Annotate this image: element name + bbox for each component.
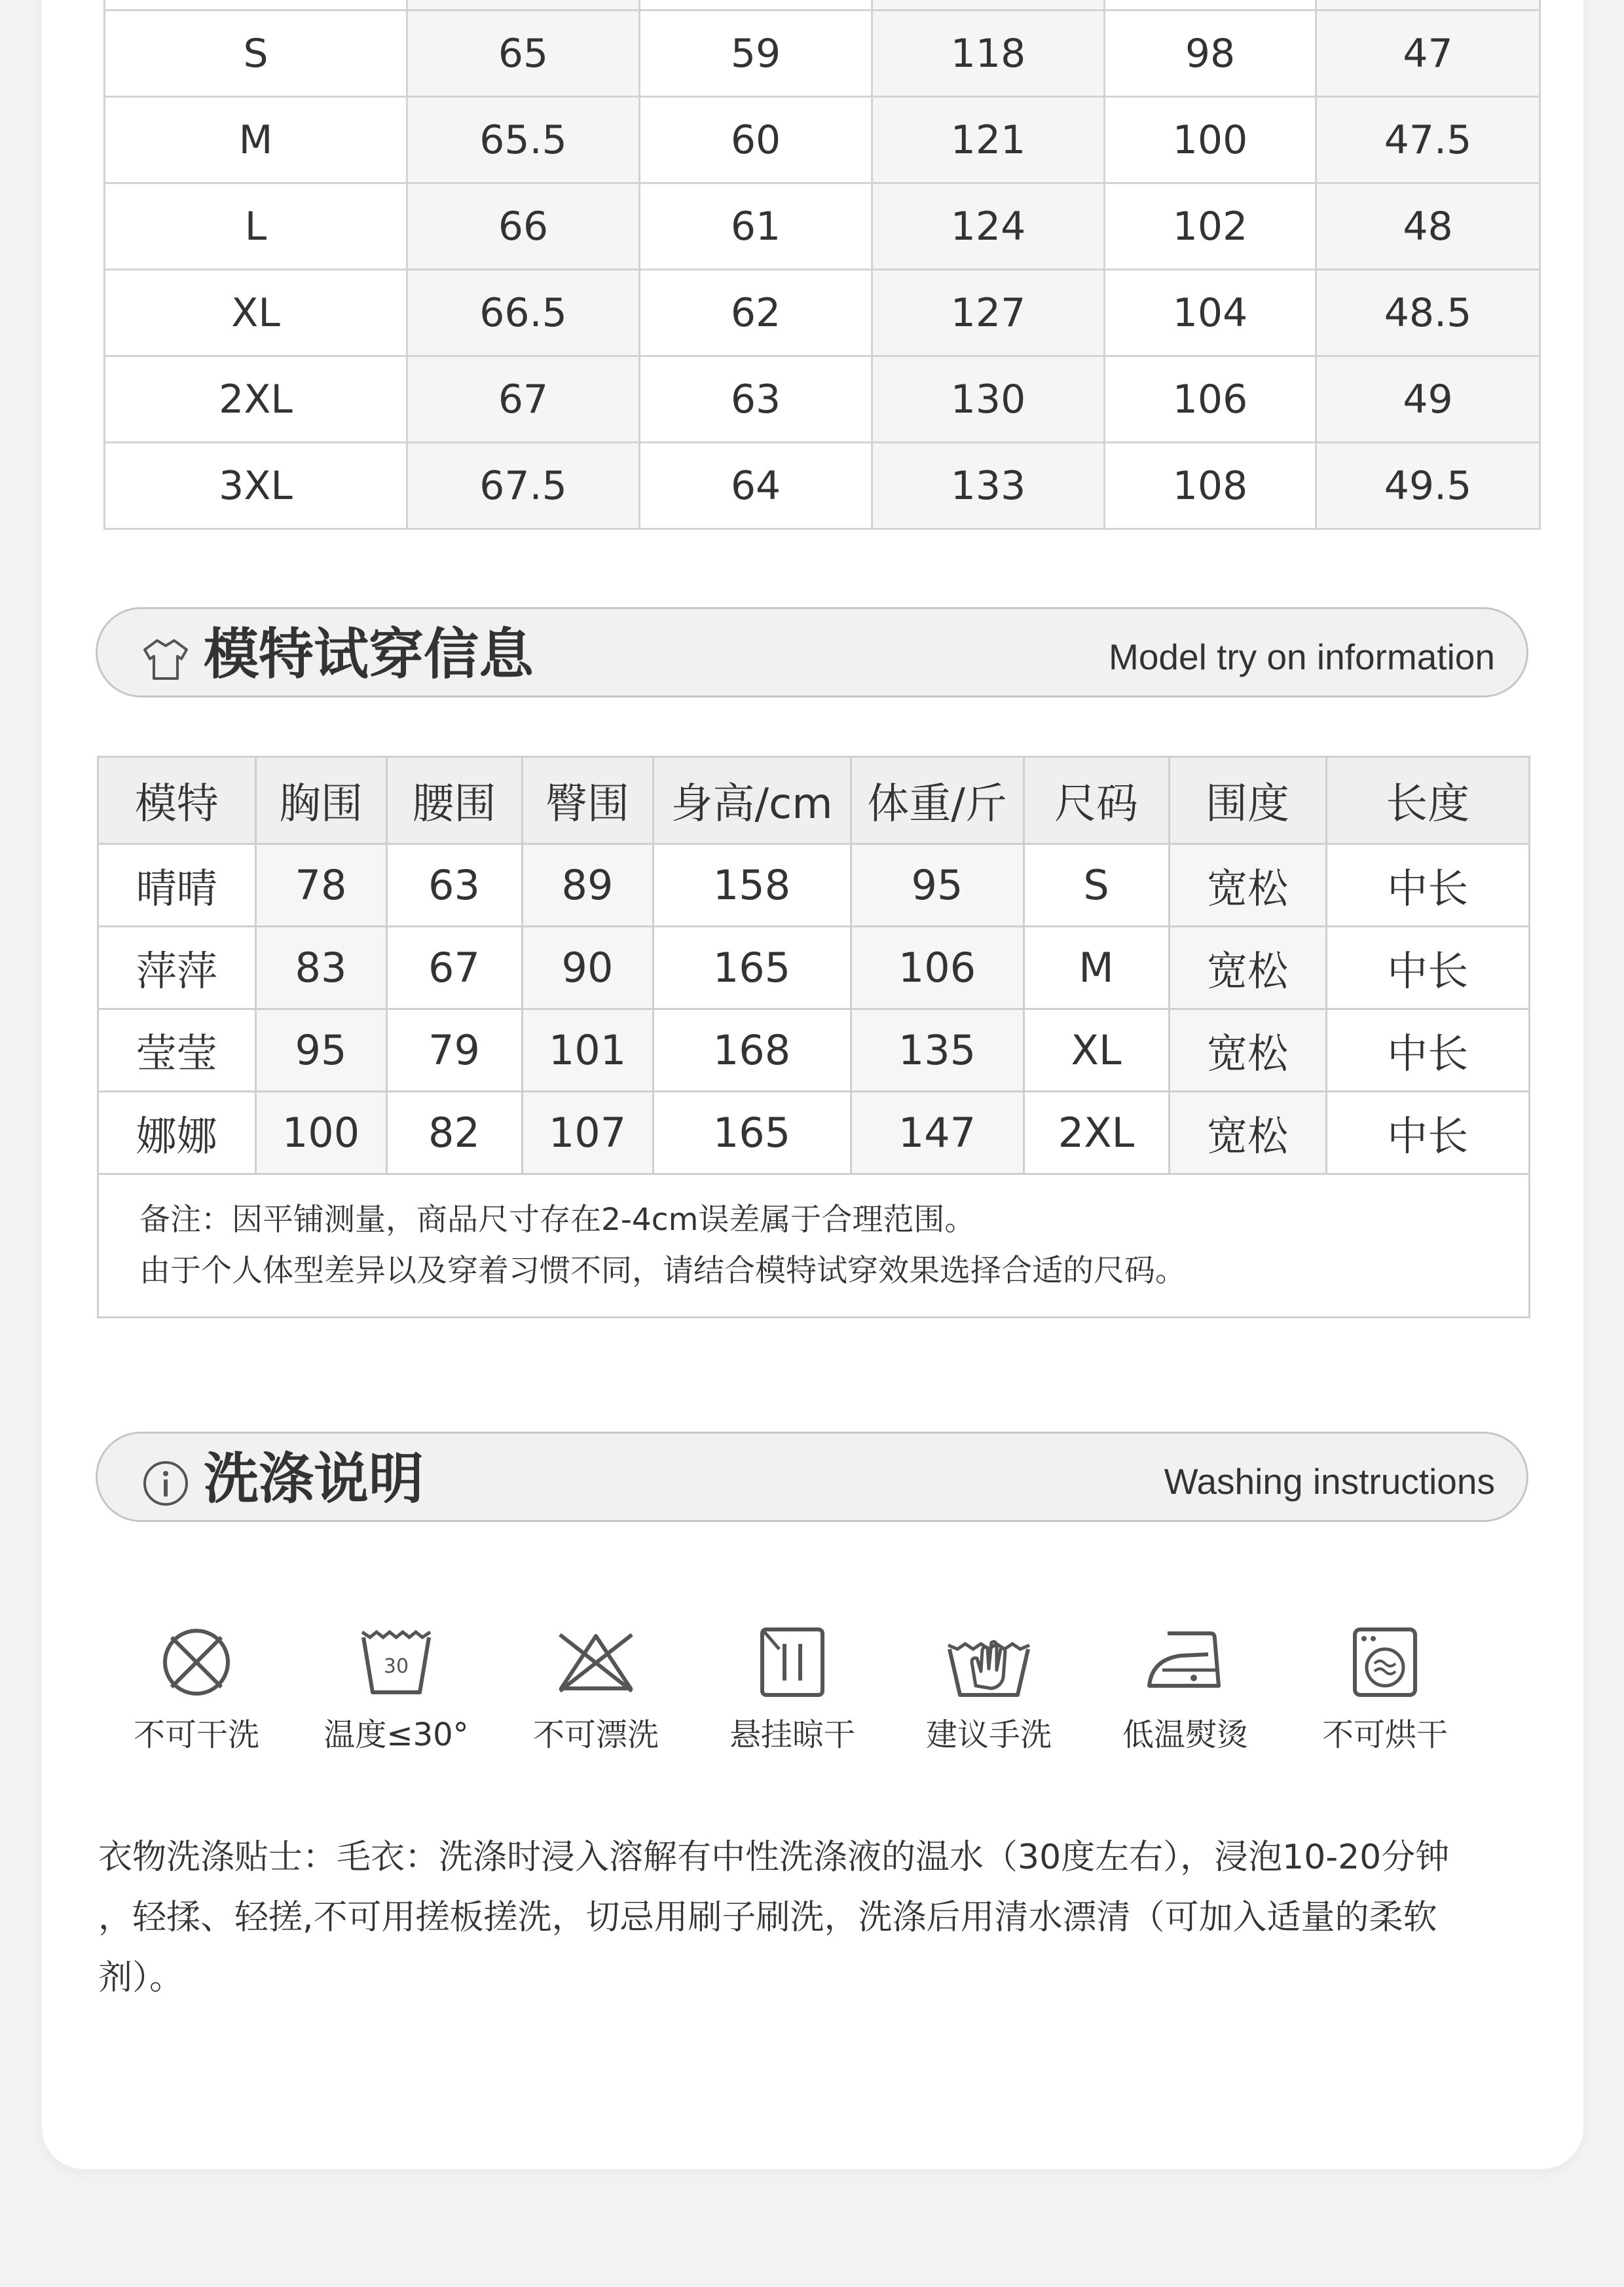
measurement-cell: 49.5 <box>1316 443 1540 529</box>
table-row <box>99 844 1528 927</box>
measurement-cell: 47.5 <box>1316 97 1540 183</box>
measurement-cell: 65.5 <box>407 97 640 183</box>
size-cell: S <box>105 10 407 97</box>
model-value-cell: 106 <box>851 927 1024 1009</box>
column-header: 尺码 <box>1024 758 1169 844</box>
wash-label: 悬挂晾干 <box>729 1717 855 1753</box>
washing-title: 洗涤说明 <box>204 1447 424 1511</box>
measurement-cell: 47 <box>1316 10 1540 97</box>
column-header: 体重/斤 <box>851 758 1024 844</box>
table-row <box>105 356 1540 443</box>
measurement-cell: 124 <box>872 183 1105 270</box>
size-cell: XL <box>105 270 407 356</box>
model-value-cell: 89 <box>522 844 653 927</box>
wash-30-icon <box>357 1623 435 1701</box>
model-name-cell: 莹莹 <box>99 1009 255 1092</box>
model-table-container <box>97 756 1530 1318</box>
model-value-cell: 63 <box>386 844 522 927</box>
measurement-cell: 48.5 <box>1316 270 1540 356</box>
model-value-cell: 100 <box>255 1092 386 1174</box>
model-value-cell: 165 <box>653 927 851 1009</box>
measurement-cell: 118 <box>872 10 1105 97</box>
model-value-cell: 82 <box>386 1092 522 1174</box>
measurement-cell: 49 <box>1316 356 1540 443</box>
model-value-cell: 90 <box>522 927 653 1009</box>
table-row <box>105 183 1540 270</box>
column-header: 臀围 <box>522 758 653 844</box>
model-value-cell: 2XL <box>1024 1092 1169 1174</box>
wash-item-hang-dry <box>701 1623 884 1755</box>
measurement-note <box>99 1175 1528 1316</box>
model-value-cell: 中长 <box>1326 844 1528 927</box>
wash-item-no-dry-clean <box>105 1623 288 1755</box>
measurement-cell: 67 <box>407 356 640 443</box>
measurement-cell: 61 <box>640 183 872 270</box>
measurement-cell: 60 <box>640 97 872 183</box>
model-info-title: 模特试穿信息 <box>204 622 534 686</box>
model-value-cell: 147 <box>851 1092 1024 1174</box>
measurement-cell: 102 <box>1105 183 1316 270</box>
wash-label: 不可干洗 <box>133 1717 259 1753</box>
table-row <box>99 1092 1528 1174</box>
model-table-header <box>99 758 1528 844</box>
model-value-cell: 宽松 <box>1169 927 1326 1009</box>
model-value-cell: 101 <box>522 1009 653 1092</box>
measurement-cell: 106 <box>1105 356 1316 443</box>
column-header: 围度 <box>1169 758 1326 844</box>
model-value-cell: 95 <box>255 1009 386 1092</box>
tshirt-icon <box>139 633 192 685</box>
table-row <box>105 10 1540 97</box>
info-icon <box>139 1457 192 1510</box>
column-header: 长度 <box>1326 758 1528 844</box>
model-value-cell: 宽松 <box>1169 844 1326 927</box>
size-cell: L <box>105 183 407 270</box>
measurement-cell: 104 <box>1105 270 1316 356</box>
low-iron-icon <box>1143 1623 1228 1701</box>
model-value-cell: XL <box>1024 1009 1169 1092</box>
table-row <box>99 927 1528 1009</box>
wash-label: 温度≤30° <box>323 1717 469 1753</box>
model-value-cell: 79 <box>386 1009 522 1092</box>
measurement-cell: 133 <box>872 443 1105 529</box>
model-value-cell: 165 <box>653 1092 851 1174</box>
measurement-cell: 48 <box>1316 183 1540 270</box>
tub-text: 30 <box>383 1655 409 1678</box>
size-chart-table <box>103 0 1541 530</box>
measurement-cell: 121 <box>872 97 1105 183</box>
measurement-cell: 65 <box>407 10 640 97</box>
column-header: 胸围 <box>255 758 386 844</box>
wash-item-no-tumble-dry <box>1293 1623 1477 1755</box>
wash-label: 建议手洗 <box>925 1717 1052 1753</box>
table-row <box>105 0 1540 10</box>
no-bleach-icon <box>553 1623 638 1701</box>
table-row <box>105 270 1540 356</box>
column-header: 身高/cm <box>653 758 851 844</box>
measurement-cell: 130 <box>872 356 1105 443</box>
measurement-cell: 66 <box>407 183 640 270</box>
column-header: 模特 <box>99 758 255 844</box>
model-value-cell: 168 <box>653 1009 851 1092</box>
note-line: 由于个人体型差异以及穿着习惯不同，请结合模特试穿效果选择合适的尺码。 <box>139 1253 1186 1289</box>
wash-item-wash-30 <box>304 1623 488 1755</box>
measurement-cell: 66.5 <box>407 270 640 356</box>
measurement-cell: 127 <box>872 270 1105 356</box>
washing-title-en: Washing instructions <box>1164 1461 1495 1502</box>
table-row <box>105 443 1540 529</box>
model-value-cell: 宽松 <box>1169 1092 1326 1174</box>
model-value-cell: 135 <box>851 1009 1024 1092</box>
measurement-cell: 100 <box>1105 97 1316 183</box>
model-value-cell: 中长 <box>1326 927 1528 1009</box>
wash-label: 低温熨烫 <box>1122 1717 1248 1753</box>
model-table <box>99 758 1528 1175</box>
table-row <box>99 1009 1528 1092</box>
size-cell: 2XL <box>105 356 407 443</box>
model-info-header <box>96 607 1528 697</box>
column-header: 腰围 <box>386 758 522 844</box>
no-dry-clean-icon <box>157 1623 236 1701</box>
measurement-cell: 63 <box>640 356 872 443</box>
size-cell: M <box>105 97 407 183</box>
model-value-cell: 中长 <box>1326 1092 1528 1174</box>
table-row <box>105 97 1540 183</box>
model-value-cell: S <box>1024 844 1169 927</box>
model-value-cell: 宽松 <box>1169 1009 1326 1092</box>
model-value-cell: 158 <box>653 844 851 927</box>
care-tips <box>98 1827 1572 2008</box>
note-line: 备注：因平铺测量，商品尺寸存在2-4cm误差属于合理范围。 <box>139 1202 976 1238</box>
washing-icons <box>111 1623 1513 1774</box>
hang-dry-icon <box>753 1623 832 1701</box>
model-value-cell: 95 <box>851 844 1024 927</box>
model-value-cell: 107 <box>522 1092 653 1174</box>
washing-header <box>96 1432 1528 1522</box>
model-value-cell: M <box>1024 927 1169 1009</box>
measurement-cell: 62 <box>640 270 872 356</box>
measurement-cell: 59 <box>640 10 872 97</box>
tips-line: ，轻揉、轻搓,不可用搓板搓洗，切忌用刷子刷洗，洗涤后用清水漂清（可加入适量的柔软 <box>98 1898 1437 1937</box>
model-value-cell: 67 <box>386 927 522 1009</box>
hand-wash-icon <box>943 1623 1035 1701</box>
no-tumble-dry-icon <box>1346 1623 1424 1701</box>
measurement-cell: 98 <box>1105 10 1316 97</box>
measurement-cell: 67.5 <box>407 443 640 529</box>
tips-line: 剂）。 <box>98 1958 184 1998</box>
size-cell: 3XL <box>105 443 407 529</box>
model-name-cell: 娜娜 <box>99 1092 255 1174</box>
wash-item-no-bleach <box>504 1623 688 1755</box>
wash-item-hand-wash <box>897 1623 1080 1755</box>
model-value-cell: 78 <box>255 844 386 927</box>
model-value-cell: 83 <box>255 927 386 1009</box>
measurement-cell: 108 <box>1105 443 1316 529</box>
model-value-cell: 中长 <box>1326 1009 1528 1092</box>
model-name-cell: 晴晴 <box>99 844 255 927</box>
model-info-title-en: Model try on information <box>1109 637 1495 677</box>
wash-item-low-iron <box>1094 1623 1277 1755</box>
wash-label: 不可烘干 <box>1321 1717 1448 1753</box>
wash-label: 不可漂洗 <box>532 1717 659 1753</box>
measurement-cell: 64 <box>640 443 872 529</box>
model-name-cell: 萍萍 <box>99 927 255 1009</box>
tips-line: 衣物洗涤贴士：毛衣：洗涤时浸入溶解有中性洗涤液的温水（30度左右），浸泡10-20分钟 <box>98 1838 1450 1877</box>
